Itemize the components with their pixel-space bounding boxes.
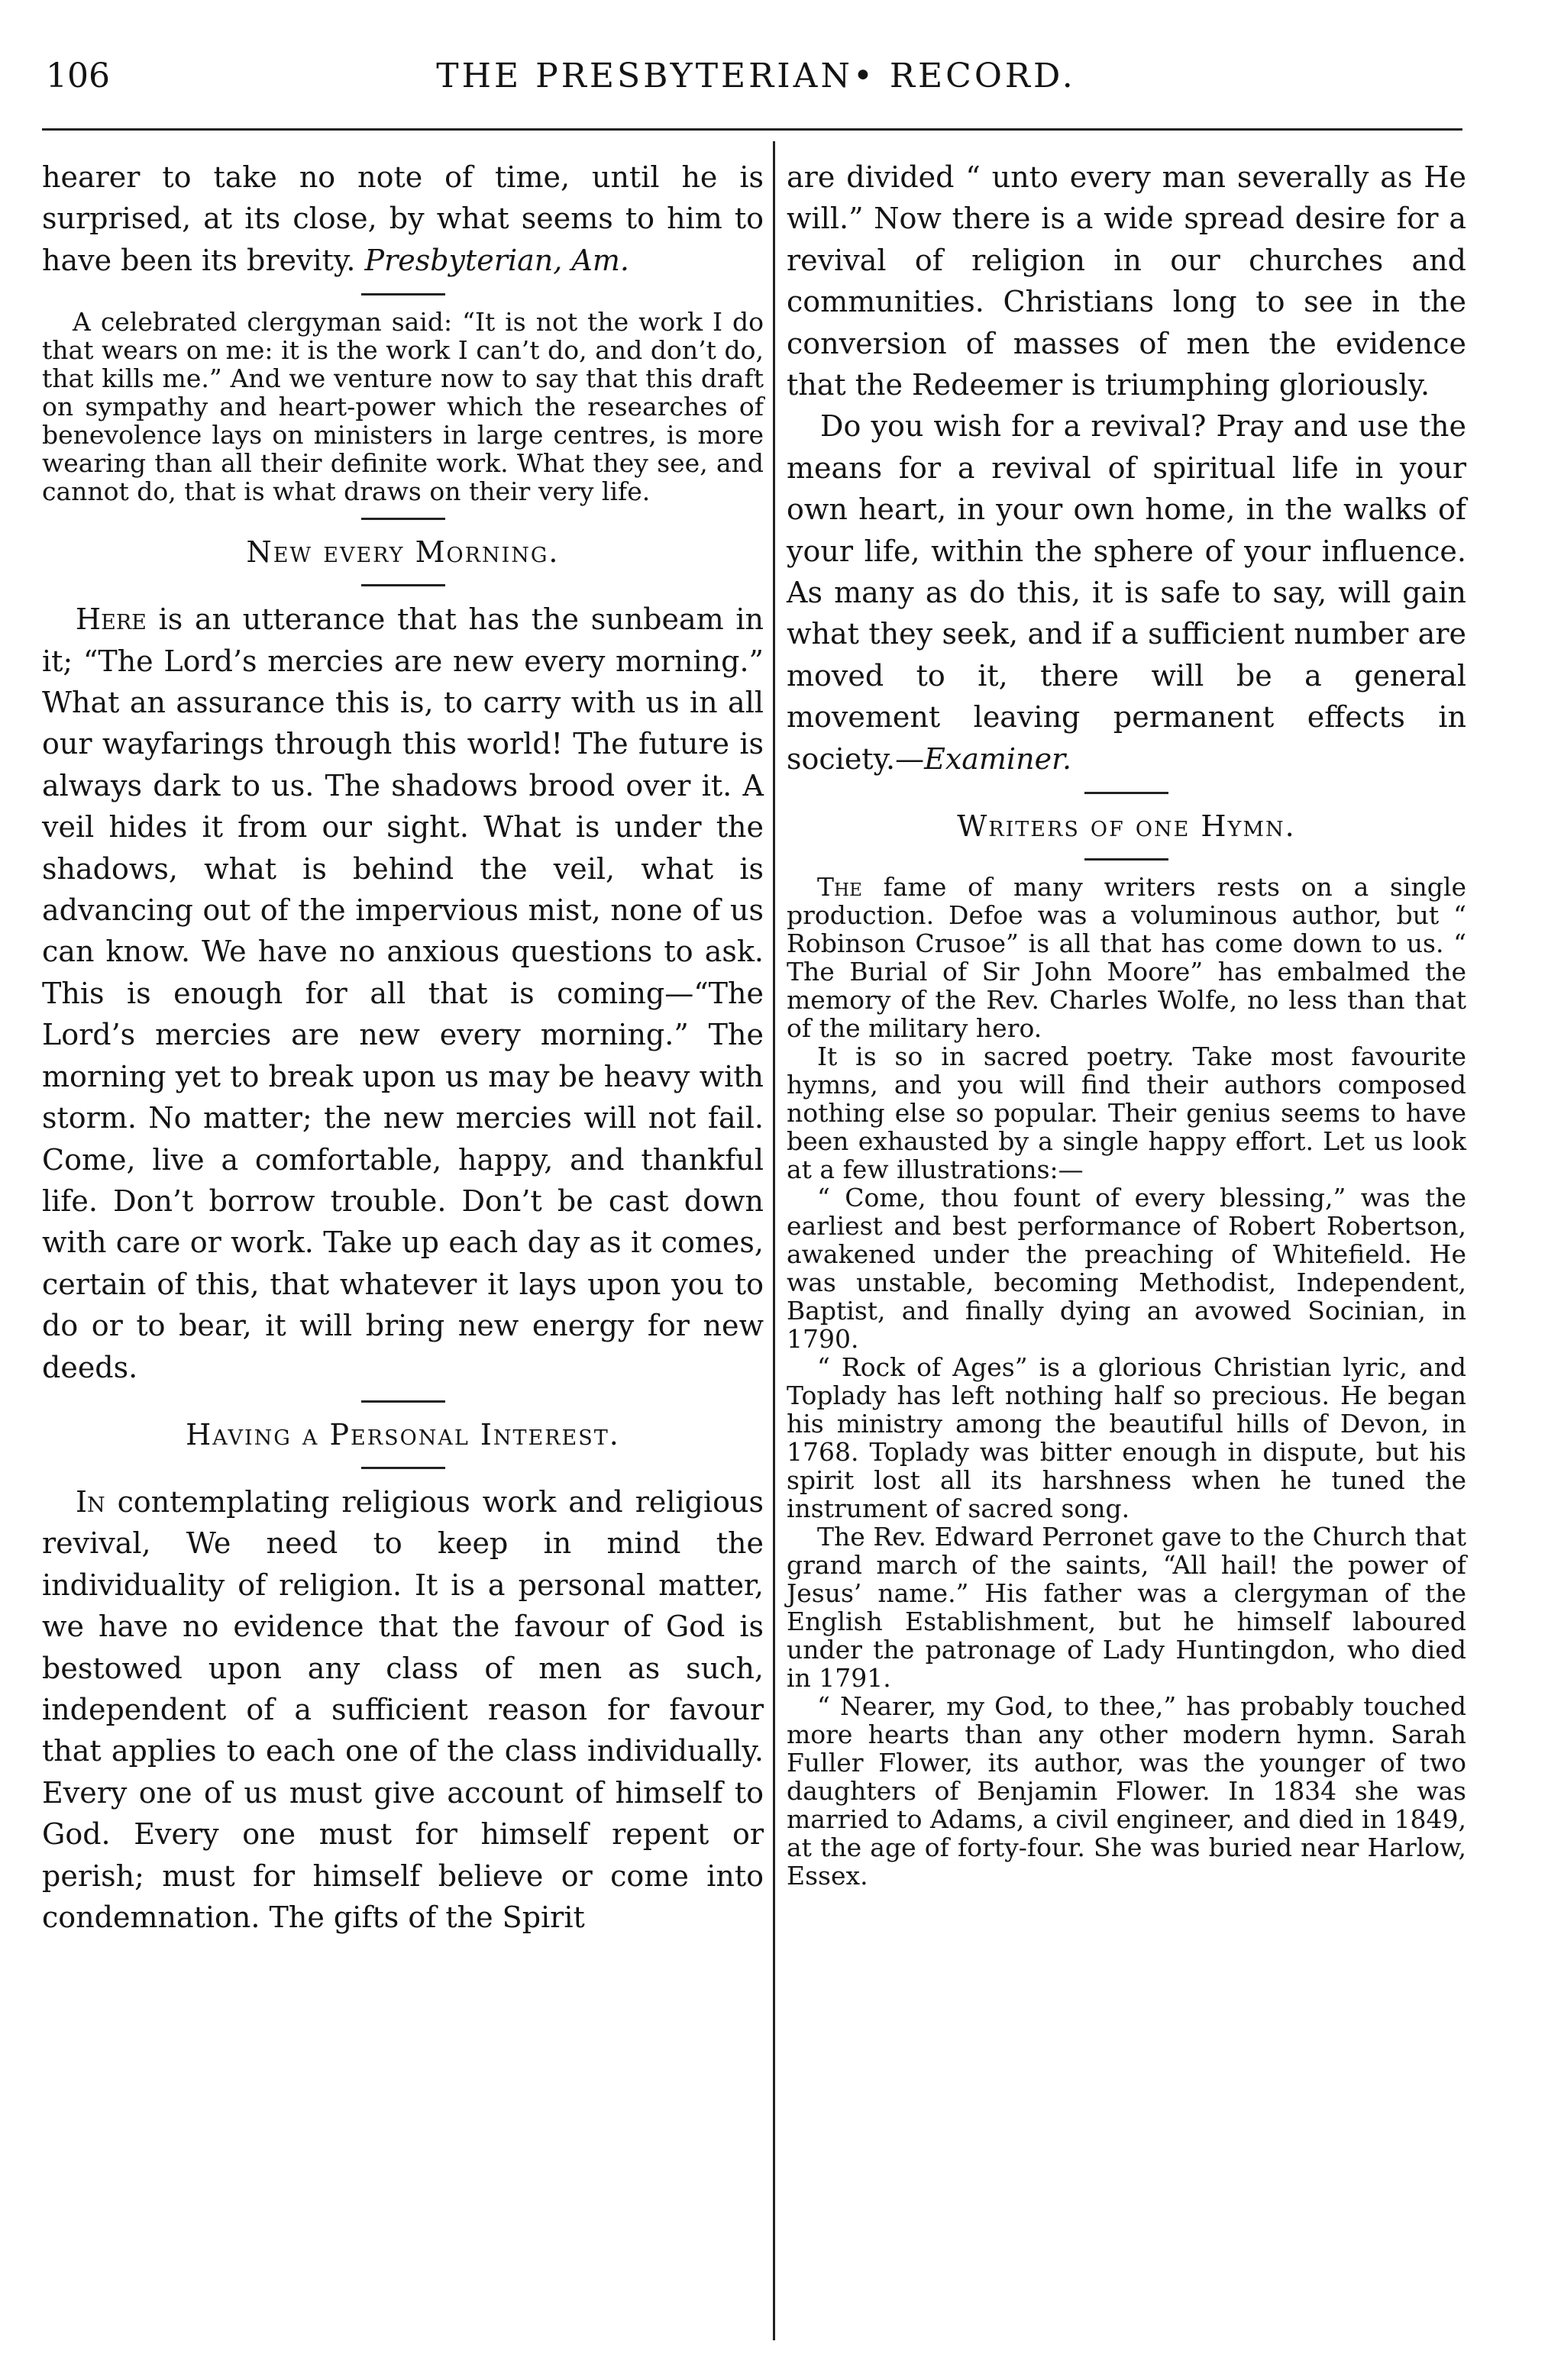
- revival-source: Examiner.: [924, 741, 1072, 776]
- writers-paragraph-6: “ Nearer, my God, to thee,” has probably touched more hearts than any other modern hymn. Sarah Fuller Flower, its author, was the younger of two daughters of Benjamin Flower. In 1834 she was married to Adams, a civil engineer, and died in 1849, at the age of forty-four. She was buried near Harlow, Essex.: [787, 1691, 1466, 1891]
- section-separator: [361, 1400, 445, 1403]
- page-number: 106: [46, 57, 110, 95]
- page-header: [46, 53, 1466, 107]
- writers-paragraph-3: “ Come, thou fount of every blessing,” was the earliest and best performance of Robert Robertson, awakened under the preaching of Whitefield. He was unstable, becoming Methodist, Independent, Baptist, and finally dying an avowed Socinian, in 1790.: [787, 1183, 1466, 1355]
- revival-paragraph-2: Do you wish for a revival? Pray and use the means for a revival of spiritual life in your own heart, in your own home, in the walks of your life, within the sphere of your influence. As many as do this, it is safe to say, will gain what they seek, and if a sufficient number are moved to it, there will be a general movement leaving permanent effects in society.—Examiner.: [787, 409, 1466, 776]
- revival-paragraph-1: are divided “ unto every man severally as He will.” Now there is a wide spread desire for a revival of religion in our churches and communities. Christians long to see in the conversion of masses of men the evidence that the Redeemer is triumphing gloriously.: [787, 160, 1466, 402]
- clergyman-paragraph: A celebrated clergyman said: “It is not the work I do that wears on me: it is the work I can’t do, and don’t do, that kills me.” And we venture now to say that this draft on sympathy and heart-power which the researches of benevolence lays on ministers in large centres, is more wearing than all their definite work. What they see, and cannot do, that is what draws on their very life.: [42, 307, 764, 507]
- section-separator: [361, 1467, 445, 1469]
- running-title: THE PRESBYTERIAN• RECORD.: [436, 57, 1076, 95]
- morning-paragraph: Here is an utterance that has the sunbeam in it; “The Lord’s mercies are new every morning.” What an assurance this is, to carry with us in all our wayfarings through this world! The future is always dark to us. The shadows brood over it. A veil hides it from our sight. What is under the shadows, what is behind the veil, what is advancing out of the impervious mist, none of us can know. We have no anxious questions to ask. This is enough for all that is coming—“The Lord’s mercies are new every morning.” The morning yet to break upon us may be heavy with storm. No matter; the new mercies will not fail. Come, live a comfortable, happy, and thankful life. Don’t borrow trouble. Don’t be cast down with care or work. Take up each day as it comes, certain of this, that whatever it lays upon you to do or to bear, it will bring new energy for new deeds.: [42, 602, 764, 1384]
- writers-paragraph-2: It is so in sacred poetry. Take most favourite hymns, and you will find their authors composed nothing else so popular. Their genius seems to have been exhausted by a single happy effort. Let us look at a few illustrations:—: [787, 1041, 1466, 1185]
- section-separator: [1084, 792, 1168, 794]
- column-divider: [773, 141, 775, 2340]
- section-separator: [361, 293, 445, 295]
- section-separator: [361, 518, 445, 520]
- heading-writers-of-one-hymn: Writers of one Hymn.: [957, 809, 1296, 844]
- heading-new-every-morning: New every Morning.: [246, 535, 560, 570]
- header-rule: [42, 128, 1462, 131]
- intro-paragraph: hearer to take no note of time, until he is surprised, at its close, by what seems to him to have been its brevity. Presbyterian, Am.: [42, 160, 764, 277]
- section-separator: [1084, 858, 1168, 861]
- left-column: [42, 157, 764, 1938]
- interest-paragraph: In contemplating religious work and religious revival, We need to keep in mind the individuality of religion. It is a personal matter, we have no evidence that the favour of God is bestowed upon any class of men as such, independent of a sufficient reason for favour that applies to each one of the class individually. Every one of us must give account of himself to God. Every one must for himself repent or perish; must for himself believe or come into condemnation. The gifts of the Spirit: [42, 1484, 764, 1934]
- intro-source: Presbyterian, Am.: [364, 243, 629, 277]
- heading-personal-interest: Having a Personal Interest.: [186, 1417, 620, 1452]
- writers-paragraph-4: “ Rock of Ages” is a glorious Christian lyric, and Toplady has left nothing half so precious. He began his ministry among the beautiful hills of Devon, in 1768. Toplady was bitter enough in dispute, but his spirit lost all its harshness when he tuned the instrument of sacred song.: [787, 1352, 1466, 1524]
- writers-paragraph-5: The Rev. Edward Perronet gave to the Church that grand march of the saints, “All hail! the power of Jesus’ name.” His father was a clergyman of the English Establishment, but he himself laboured under the patronage of Lady Huntingdon, who died in 1791.: [787, 1522, 1466, 1694]
- section-separator: [361, 584, 445, 586]
- writers-paragraph-1: The fame of many writers rests on a single production. Defoe was a voluminous author, but “ Robinson Crusoe” is all that has come down to us. “ The Burial of Sir John Moore” has embalmed the memory of the Rev. Charles Wolfe, no less than that of the military hero.: [787, 872, 1466, 1044]
- right-column: [787, 157, 1466, 1890]
